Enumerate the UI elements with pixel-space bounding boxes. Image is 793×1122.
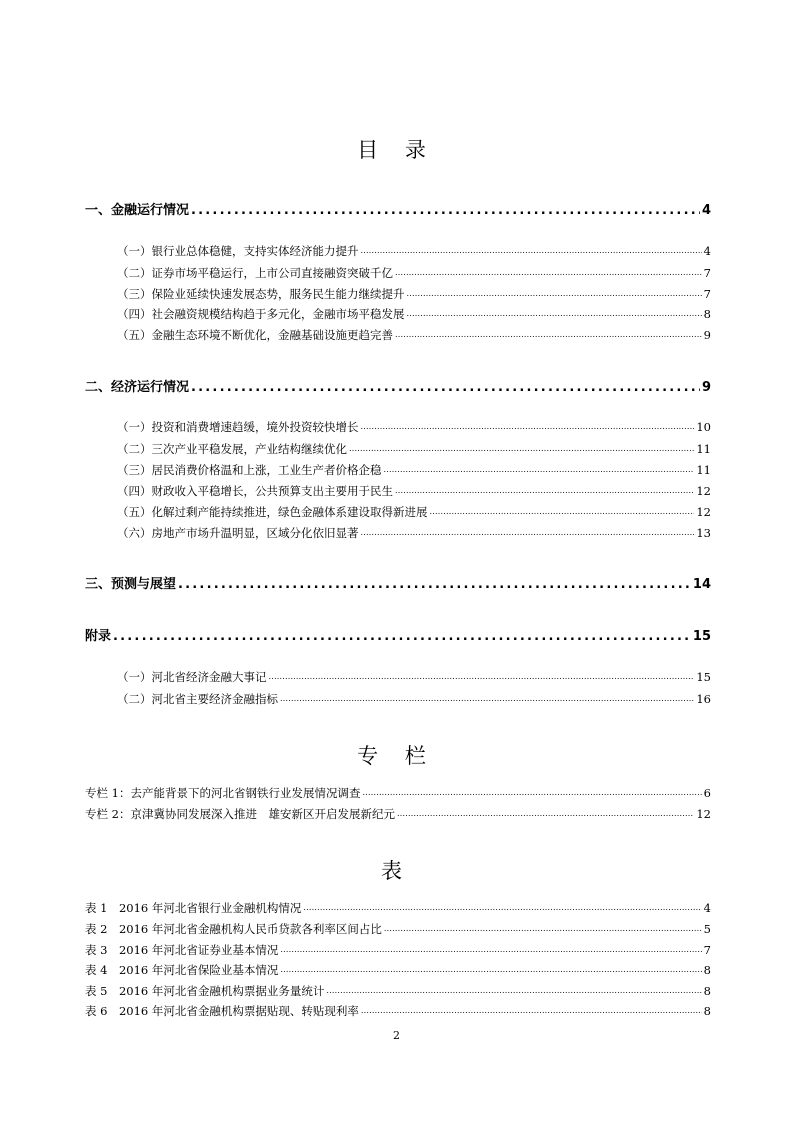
toc-page-number: 8 bbox=[703, 307, 711, 321]
dot-leader bbox=[407, 286, 702, 302]
toc-section-label: 三、预测与展望 bbox=[85, 577, 177, 592]
table-entry[interactable] bbox=[85, 900, 711, 916]
toc-entry-label: （二）三次产业平稳发展，产业结构继续优化 bbox=[117, 442, 347, 456]
toc-page-number: 4 bbox=[701, 203, 711, 218]
table-entry-label: 表 6 2016 年河北省金融机构票据贴现、转贴现利率 bbox=[85, 1004, 359, 1018]
toc-entry-label: （六）房地产市场升温明显，区域分化依旧显著 bbox=[117, 526, 359, 540]
toc-entry[interactable] bbox=[117, 525, 711, 541]
dot-leader bbox=[280, 691, 694, 707]
toc-entry-label: （五）化解过剩产能持续推进，绿色金融体系建设取得新进展 bbox=[117, 505, 428, 519]
table-page-number: 5 bbox=[703, 922, 711, 936]
column-entry[interactable] bbox=[85, 785, 711, 801]
dot-leader bbox=[178, 576, 691, 594]
toc-page-number: 7 bbox=[703, 266, 711, 280]
toc-entry[interactable] bbox=[117, 419, 711, 435]
toc-entry-label: （三）保险业延续快速发展态势，服务民生能力继续提升 bbox=[117, 287, 405, 301]
toc-section-label: 二、经济运行情况 bbox=[85, 380, 190, 395]
dot-leader bbox=[361, 1003, 702, 1019]
dot-leader bbox=[397, 806, 694, 822]
toc-entry-label: （三）居民消费价格温和上涨，工业生产者价格企稳 bbox=[117, 463, 382, 477]
toc-section-3[interactable] bbox=[85, 576, 711, 594]
dot-leader bbox=[269, 669, 695, 685]
toc-entry-label: （二）河北省主要经济金融指标 bbox=[117, 692, 278, 706]
dot-leader bbox=[384, 462, 695, 478]
toc-page-number: 4 bbox=[703, 244, 711, 258]
table-page-number: 8 bbox=[703, 1004, 711, 1018]
toc-page-number: 12 bbox=[696, 505, 711, 519]
table-entry[interactable] bbox=[85, 921, 711, 937]
dot-leader bbox=[113, 628, 691, 646]
table-entry-label: 表 3 2016 年河北省证券业基本情况 bbox=[85, 943, 279, 957]
dot-leader bbox=[303, 900, 701, 916]
toc-page-number: 10 bbox=[696, 420, 711, 434]
dot-leader bbox=[361, 419, 695, 435]
toc-entry[interactable] bbox=[117, 306, 711, 322]
toc-section-2[interactable] bbox=[85, 379, 711, 397]
dot-leader bbox=[280, 962, 701, 978]
toc-entry[interactable] bbox=[117, 483, 711, 499]
dot-leader bbox=[349, 441, 694, 457]
toc-entry[interactable] bbox=[117, 265, 711, 281]
table-entry[interactable] bbox=[85, 962, 711, 978]
dot-leader bbox=[395, 483, 694, 499]
toc-page-number: 15 bbox=[692, 629, 711, 644]
toc-entry-label: （五）金融生态环境不断优化，金融基础设施更趋完善 bbox=[117, 328, 393, 342]
tables-title: 表 bbox=[381, 859, 412, 883]
dot-leader bbox=[395, 327, 702, 343]
toc-section-label: 一、金融运行情况 bbox=[85, 203, 190, 218]
toc-page-number: 12 bbox=[696, 484, 711, 498]
dot-leader bbox=[361, 243, 702, 259]
table-entry-label: 表 5 2016 年河北省金融机构票据业务量统计 bbox=[85, 984, 325, 998]
toc-entry-label: （一）河北省经济金融大事记 bbox=[117, 670, 267, 684]
dot-leader bbox=[280, 942, 701, 958]
dot-leader bbox=[362, 785, 701, 801]
toc-page-number: 13 bbox=[696, 526, 711, 540]
columns-title: 专 栏 bbox=[357, 744, 436, 768]
table-entry[interactable] bbox=[85, 983, 711, 999]
table-entry[interactable] bbox=[85, 942, 711, 958]
toc-entry[interactable] bbox=[117, 669, 711, 685]
toc-entry[interactable] bbox=[117, 462, 711, 478]
column-entry[interactable] bbox=[85, 806, 711, 822]
table-page-number: 4 bbox=[703, 901, 711, 915]
table-entry-label: 表 4 2016 年河北省保险业基本情况 bbox=[85, 963, 279, 977]
dot-leader bbox=[430, 504, 695, 520]
toc-entry[interactable] bbox=[117, 286, 711, 302]
column-entry-label: 专栏 2：京津冀协同发展深入推进 雄安新区开启发展新纪元 bbox=[85, 807, 395, 821]
toc-entry-label: （四）财政收入平稳增长，公共预算支出主要用于民生 bbox=[117, 484, 393, 498]
dot-leader bbox=[191, 202, 700, 220]
toc-page-number: 15 bbox=[696, 670, 711, 684]
dot-leader bbox=[191, 379, 700, 397]
column-page-number: 6 bbox=[703, 786, 711, 800]
toc-section-label: 附录 bbox=[85, 629, 112, 644]
toc-entry[interactable] bbox=[117, 441, 711, 457]
table-entry-label: 表 2 2016 年河北省金融机构人民币贷款各利率区间占比 bbox=[85, 922, 382, 936]
toc-entry[interactable] bbox=[117, 243, 711, 259]
toc-page-number: 9 bbox=[703, 328, 711, 342]
page-number: 2 bbox=[393, 1029, 400, 1042]
toc-page-number: 11 bbox=[696, 442, 711, 456]
table-page-number: 8 bbox=[703, 963, 711, 977]
toc-entry-label: （一）银行业总体稳健，支持实体经济能力提升 bbox=[117, 244, 359, 258]
dot-leader bbox=[326, 983, 701, 999]
toc-section-appendix[interactable] bbox=[85, 628, 711, 646]
dot-leader bbox=[384, 921, 702, 937]
column-page-number: 12 bbox=[696, 807, 711, 821]
toc-title: 目 录 bbox=[357, 138, 436, 162]
toc-page-number: 11 bbox=[696, 463, 711, 477]
table-page-number: 7 bbox=[703, 943, 711, 957]
dot-leader bbox=[361, 525, 695, 541]
dot-leader bbox=[395, 265, 702, 281]
toc-entry-label: （四）社会融资规模结构趋于多元化，金融市场平稳发展 bbox=[117, 307, 405, 321]
table-page-number: 8 bbox=[703, 984, 711, 998]
column-entry-label: 专栏 1：去产能背景下的河北省钢铁行业发展情况调查 bbox=[85, 786, 361, 800]
toc-entry[interactable] bbox=[117, 691, 711, 707]
table-entry[interactable] bbox=[85, 1003, 711, 1019]
toc-section-1[interactable] bbox=[85, 202, 711, 220]
toc-page-number: 16 bbox=[696, 692, 711, 706]
toc-entry-label: （二）证券市场平稳运行，上市公司直接融资突破千亿 bbox=[117, 266, 393, 280]
dot-leader bbox=[407, 306, 702, 322]
toc-entry[interactable] bbox=[117, 504, 711, 520]
toc-page-number: 7 bbox=[703, 287, 711, 301]
toc-page-number: 9 bbox=[701, 380, 711, 395]
toc-page-number: 14 bbox=[692, 577, 711, 592]
toc-entry-label: （一）投资和消费增速趋缓，境外投资较快增长 bbox=[117, 420, 359, 434]
toc-entry[interactable] bbox=[117, 327, 711, 343]
table-entry-label: 表 1 2016 年河北省银行业金融机构情况 bbox=[85, 901, 302, 915]
